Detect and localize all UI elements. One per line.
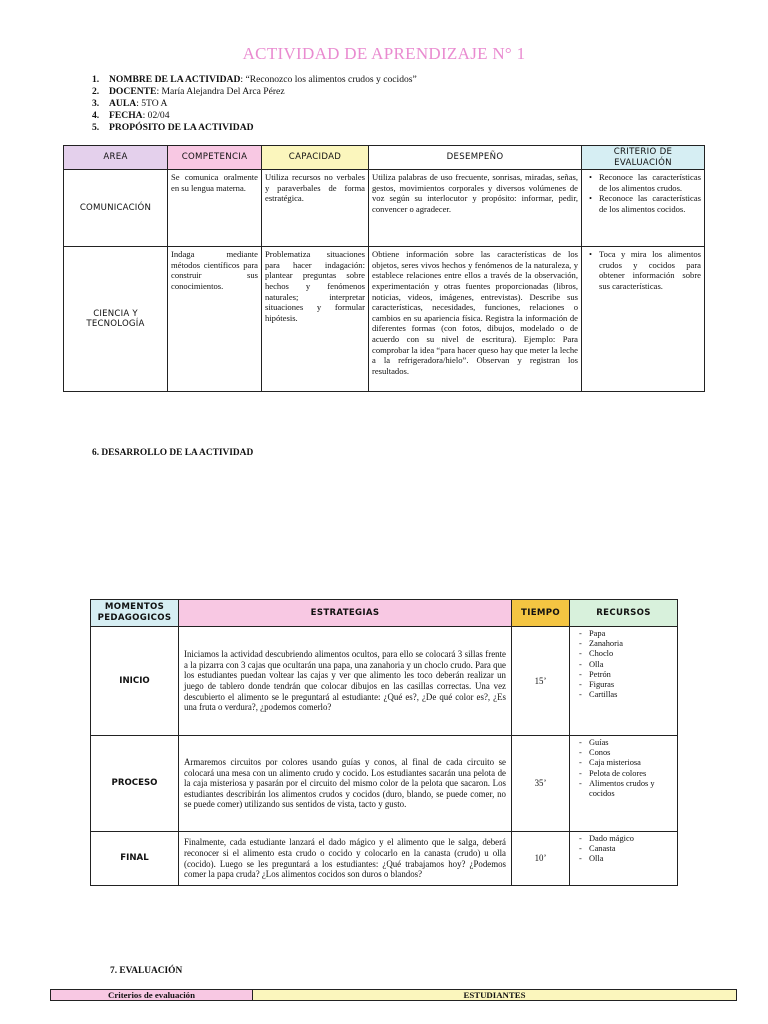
table-row (91, 627, 678, 736)
info-value: : 5TO A (136, 98, 168, 109)
competencia-cell: Se comunica oralmente en su lengua materna. (168, 170, 262, 247)
criterio-cell (582, 247, 705, 392)
list-item: - Guías (589, 738, 674, 748)
info-number: 2. (92, 86, 100, 97)
resources-list (573, 629, 674, 700)
info-number: 4. (92, 110, 100, 121)
header-momentos: MOMENTOS PEDAGOGICOS (91, 600, 179, 627)
list-item: - Dado mágico (589, 834, 674, 844)
resources-list (573, 834, 674, 865)
purpose-table-header (64, 146, 705, 170)
list-item: - Alimentos crudos y cocidos (589, 779, 674, 799)
header-recursos: RECURSOS (570, 600, 678, 627)
info-label: DOCENTE (109, 86, 157, 97)
header-area: AREA (64, 146, 168, 170)
info-value: : 02/04 (142, 110, 170, 121)
info-number: 3. (92, 98, 100, 109)
table-row (91, 832, 678, 886)
info-item (92, 122, 417, 134)
list-item: - Olla (589, 854, 674, 864)
info-item (92, 74, 417, 86)
list-item: - Zanahoria (589, 639, 674, 649)
purpose-table (63, 145, 705, 392)
info-item (92, 86, 417, 98)
info-label: NOMBRE DE LA ACTIVIDAD (109, 74, 241, 85)
info-number: 1. (92, 74, 100, 85)
estrategia-cell: Armaremos circuitos por colores usando guías y conos, al final de cada circuito se colocará una mesa con un alimento crudo y cocido. Los estudiantes sacarán una pelota de la caja misteriosa y pasarán por el circuito del mismo color de la pelota que sacaron. Los estudiantes describirán los alimentos crudos y cocidos (duro, blando, se puede comer, no se puede comer) utilizando sus sentidos de vista, tacto y gusto. (179, 736, 512, 832)
evaluation-table (50, 989, 737, 1001)
tiempo-cell: 35’ (512, 736, 570, 832)
development-table (90, 599, 678, 886)
list-item: - Papa (589, 629, 674, 639)
info-label: FECHA (109, 110, 143, 121)
list-item: - Petrón (589, 670, 674, 680)
table-row (64, 170, 705, 247)
list-item: - Pelota de colores (589, 769, 674, 779)
table-row (91, 736, 678, 832)
header-criterio: CRITERIO DE EVALUACIÓN (582, 146, 705, 170)
list-item: - Choclo (589, 649, 674, 659)
tiempo-cell: 15’ (512, 627, 570, 736)
activity-info-list (92, 74, 417, 134)
info-label: AULA (109, 98, 137, 109)
area-cell: COMUNICACIÓN (64, 170, 168, 247)
header-desempeno: DESEMPEÑO (369, 146, 582, 170)
criterio-cell (582, 170, 705, 247)
header-competencia: COMPETENCIA (168, 146, 262, 170)
header-criterios-evaluacion: Criterios de evaluación (51, 990, 253, 1001)
page-title: ACTIVIDAD DE APRENDIZAJE N° 1 (242, 44, 526, 63)
header-estrategias: ESTRATEGIAS (179, 600, 512, 627)
header-tiempo: TIEMPO (512, 600, 570, 627)
criteria-list (585, 249, 701, 291)
info-number: 5. (92, 122, 100, 133)
desempeno-cell: Obtiene información sobre las características de los objetos, seres vivos hechos y fenómenos de la naturaleza, y establece relaciones entre ellos a través de la observación, experimentación y otras fuentes proporcionadas (libros, noticias, videos, imágenes, entrevistas). Describe sus características, necesidades, funciones, relaciones o cambios en su apariencia física. Registra la información de diferentes formas (con fotos, dibujos, modelado o de acuerdo con su nivel de escritura). Ejemplo: Para comprobar la idea “para hacer queso hay que meter la leche a la refrigeradora/hielo”. Observan y registran los resultados. (369, 247, 582, 392)
estrategia-cell: Finalmente, cada estudiante lanzará el dado mágico y el alimento que le salga, deberá reconocer si el alimento esta crudo o cocido y colocarlo en la canasta (crudo) u olla (cocido). Luego se les preguntará a los estudiantes: ¿Qué trabajamos hoy? ¿Podemos comer la papa cruda? ¿Los alimentos cocidos son duros o blandos? (179, 832, 512, 886)
info-item (92, 110, 417, 122)
recursos-cell (570, 832, 678, 886)
header-estudiantes: ESTUDIANTES (253, 990, 737, 1001)
capacidad-cell: Utiliza recursos no verbales y paraverbales de forma estratégica. (262, 170, 369, 247)
list-item: - Olla (589, 660, 674, 670)
section-heading-desarrollo: 6. DESARROLLO DE LA ACTIVIDAD (92, 448, 254, 458)
recursos-cell (570, 627, 678, 736)
info-value: : María Alejandra Del Arca Pérez (156, 86, 285, 97)
competencia-cell: Indaga mediante métodos científicos para construir sus conocimientos. (168, 247, 262, 392)
development-table-header (91, 600, 678, 627)
capacidad-cell: Problematiza situaciones para hacer indagación: plantear preguntas sobre hechos y fenómenos naturales; interpretar situaciones y formular hipótesis. (262, 247, 369, 392)
info-item (92, 98, 417, 110)
list-item: • Reconoce las características de los alimentos crudos. (599, 172, 701, 193)
tiempo-cell: 10’ (512, 832, 570, 886)
momento-cell: INICIO (91, 627, 179, 736)
header-capacidad: CAPACIDAD (262, 146, 369, 170)
list-item: - Cartillas (589, 690, 674, 700)
resources-list (573, 738, 674, 799)
estrategia-cell: Iniciamos la actividad descubriendo alimentos ocultos, para ello se colocará 3 sillas frente a la pizarra con 3 cajas que ocultarán una papa, una zanahoria y un choclo crudo. Para que los estudiantes puedan voltear las cajas y ver que alimento les toco deberán realizar un juego de tablero donde tendrán que colocar dibujos en las casillas correctas. Una vez descubierto el alimento se le preguntará al estudiante: ¿Qué es?, ¿De qué color es?, ¿Es una fruta o verdura?, ¿podemos comerlo? (179, 627, 512, 736)
area-cell: CIENCIA Y TECNOLOGÍA (64, 247, 168, 392)
list-item: - Figuras (589, 680, 674, 690)
recursos-cell (570, 736, 678, 832)
list-item: • Toca y mira los alimentos crudos y cocidos para obtener información sobre sus características. (599, 249, 701, 291)
info-label: PROPÓSITO DE LA ACTIVIDAD (109, 122, 254, 133)
criteria-list (585, 172, 701, 214)
info-value: : “Reconozco los alimentos crudos y cocidos” (240, 74, 417, 85)
desempeno-cell: Utiliza palabras de uso frecuente, sonrisas, miradas, señas, gestos, movimientos corporales y diversos volúmenes de voz según su interlocutor y propósito: informar, pedir, convencer o agradecer. (369, 170, 582, 247)
list-item: • Reconoce las características de los alimentos cocidos. (599, 193, 701, 214)
list-item: - Canasta (589, 844, 674, 854)
table-row (64, 247, 705, 392)
momento-cell: PROCESO (91, 736, 179, 832)
list-item: - Conos (589, 748, 674, 758)
evaluation-table-header (51, 990, 737, 1001)
list-item: - Caja misteriosa (589, 758, 674, 768)
section-heading-evaluacion: 7. EVALUACIÓN (110, 966, 183, 976)
momento-cell: FINAL (91, 832, 179, 886)
